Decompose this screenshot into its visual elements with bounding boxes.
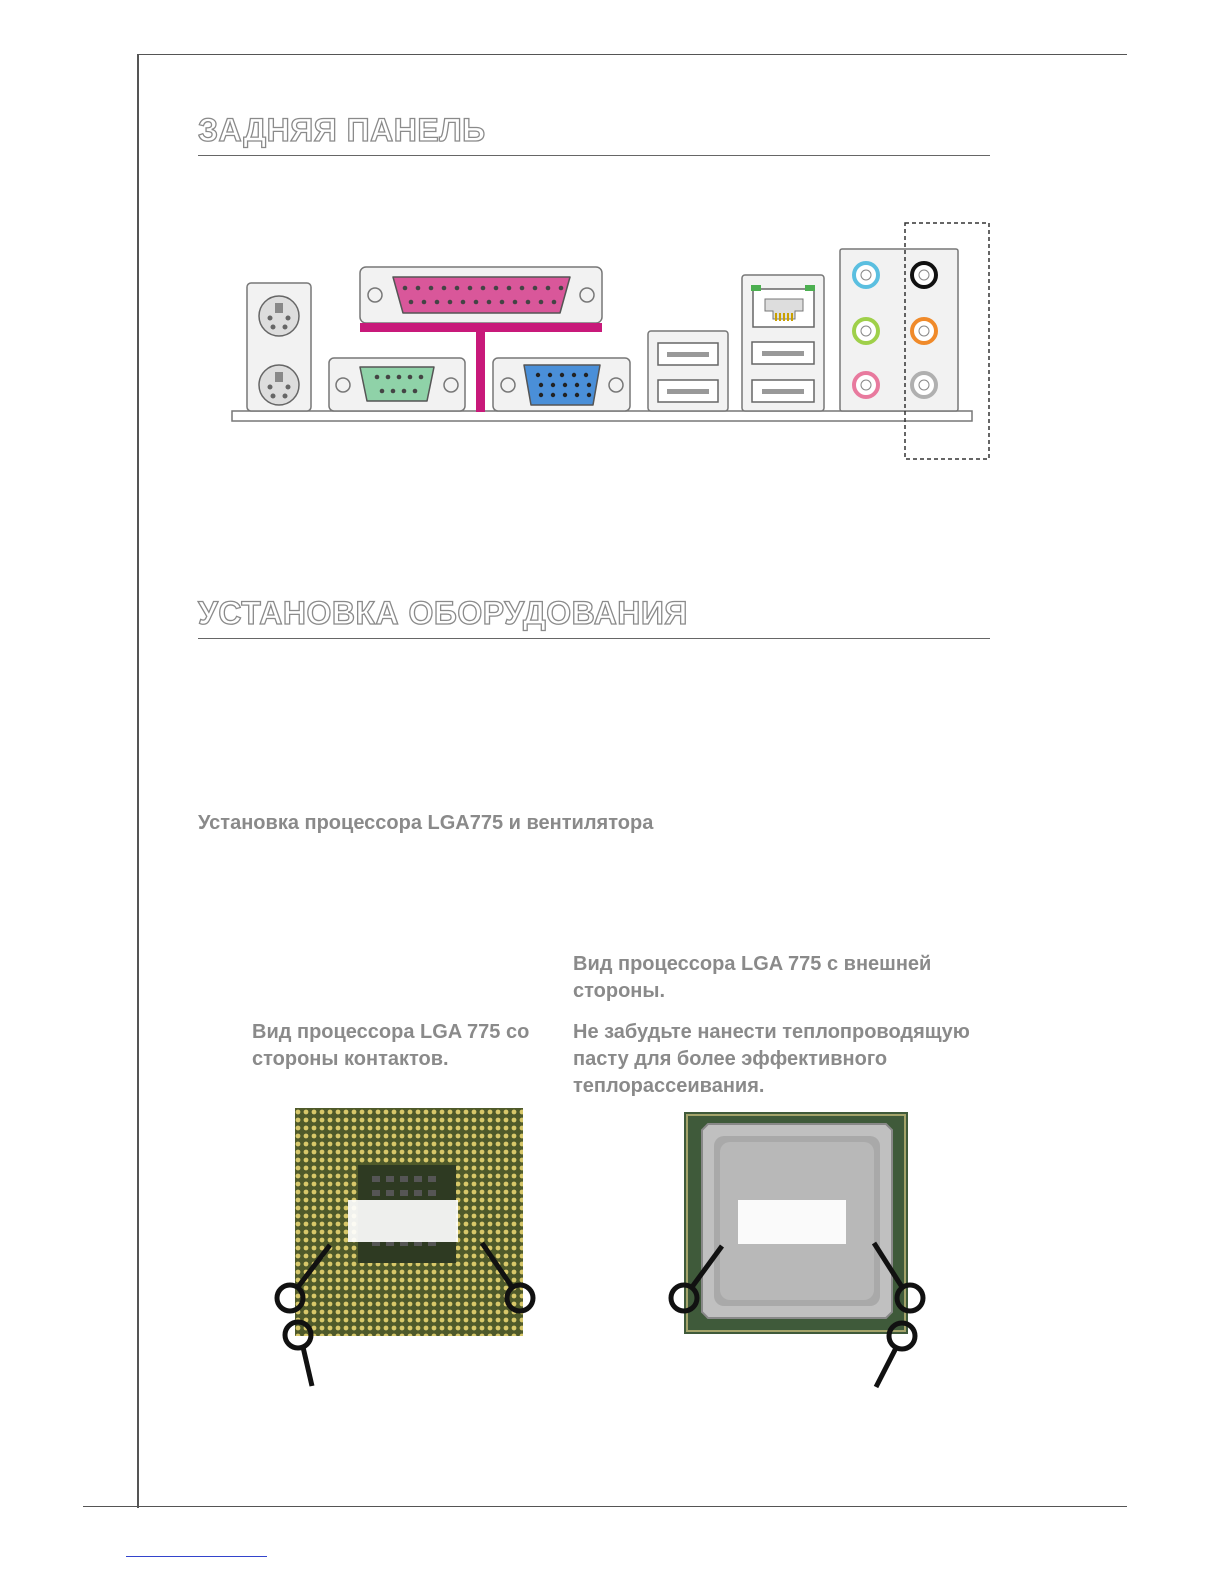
rear-panel-title: ЗАДНЯЯ ПАНЕЛЬ <box>198 112 486 148</box>
ps2-ports <box>247 283 311 411</box>
panel-base-plate <box>232 411 972 421</box>
page-frame-left <box>137 54 139 1508</box>
ps2-keyboard-port <box>259 365 299 405</box>
cpu-contacts-label-cover <box>348 1200 458 1242</box>
audio-jacks <box>840 249 958 411</box>
hardware-setup-rule <box>198 638 990 639</box>
lan-usb-ports <box>742 275 824 411</box>
cpu-install-subheading: Установка процессора LGA775 и вентилятора <box>198 812 654 834</box>
hardware-setup-title: УСТАНОВКА ОБОРУДОВАНИЯ <box>198 595 688 631</box>
vga-port <box>493 358 630 411</box>
serial-port <box>329 358 465 411</box>
rear-panel-rule <box>198 155 990 156</box>
cpu-external-caption: Вид процессора LGA 775 с внешней стороны. <box>573 953 932 1002</box>
cpu-contacts-caption: Вид процессора LGA 775 со стороны контактов. <box>252 1021 530 1070</box>
rear-panel-diagram <box>225 215 1000 465</box>
usb-ports-1 <box>648 331 728 411</box>
page-frame-bottom <box>83 1506 1127 1507</box>
cpu-external-label-cover <box>738 1200 846 1244</box>
footer-link-underline[interactable] <box>126 1556 267 1557</box>
cpu-external-side-image <box>660 1100 940 1400</box>
cpu-contacts-side-image <box>270 1100 550 1400</box>
port-highlight-bar <box>360 323 602 332</box>
thermal-paste-note: Не забудьте нанести теплопроводящую пасту для более эффективного теплорассеивания. <box>573 1021 970 1097</box>
ps2-mouse-port <box>259 296 299 336</box>
parallel-port <box>360 267 602 323</box>
page-frame-top <box>137 54 1127 55</box>
